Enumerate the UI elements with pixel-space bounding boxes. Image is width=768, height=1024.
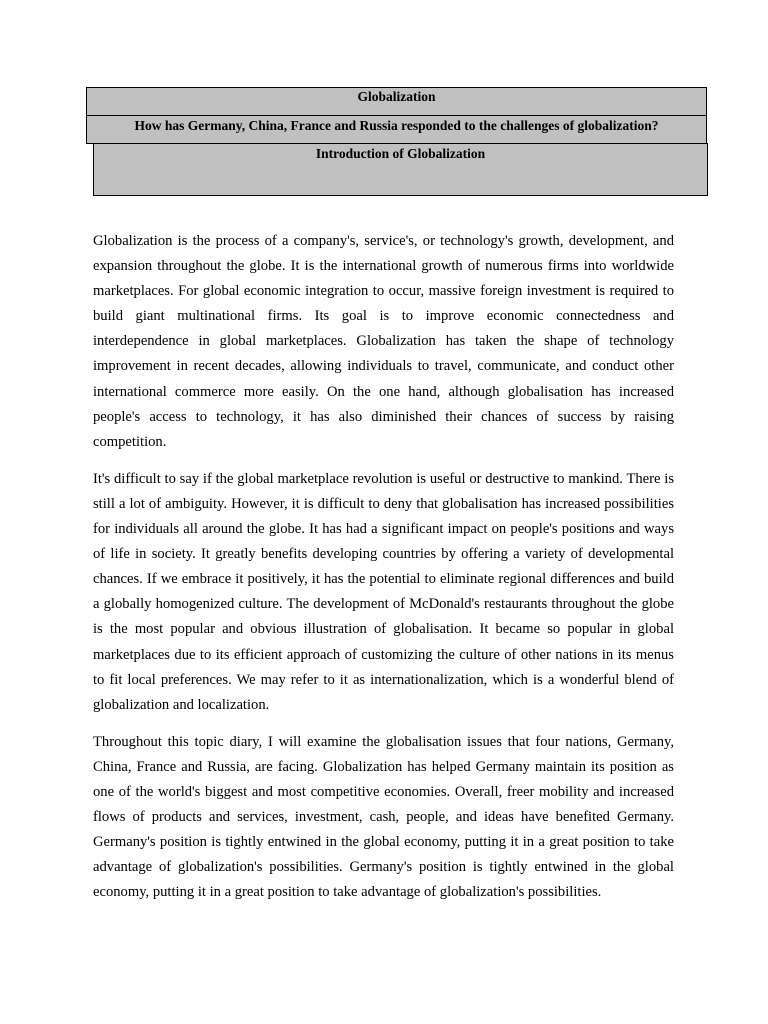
research-question: How has Germany, China, France and Russia responded to the challenges of globalization? xyxy=(86,115,707,144)
paragraph: Globalization is the process of a company's, service's, or technology's growth, development, and expansion throughout the globe. It is the international growth of numerous firms into worldwide marketplaces. For global economic integration to occur, massive foreign investment is required to build giant multinational firms. Its goal is to improve economic connectedness and interdependence in global marketplaces. Globalization has taken the shape of technology improvement in recent decades, allowing individuals to travel, communicate, and conduct other international commerce more easily. On the one hand, although globalisation has increased people's access to technology, it has also diminished their chances of success by raising competition. xyxy=(93,233,674,450)
paragraph: It's difficult to say if the global marketplace revolution is useful or destructive to mankind. There is still a lot of ambiguity. However, it is difficult to deny that globalisation has increased possibilities for individuals all around the globe. It has had a significant impact on people's positions and ways of life in society. It greatly benefits developing countries by offering a variety of developmental chances. If we embrace it positively, it has the potential to eliminate regional differences and build a globally homogenized culture. The development of McDonald's restaurants throughout the globe is the most popular and obvious illustration of globalisation. It became so popular in global marketplaces due to its efficient approach of customizing the culture of other nations in its menus to fit local preferences. We may refer to it as internationalization, which is a wonderful blend of globalization and localization. xyxy=(93,470,674,713)
section-heading: Introduction of Globalization xyxy=(93,143,708,196)
document-title: Globalization xyxy=(86,87,707,116)
document-body xyxy=(93,229,674,917)
paragraph: Throughout this topic diary, I will examine the globalisation issues that four nations, Germany, China, France and Russia, are facing. Globalization has helped Germany maintain its position as one of the world's biggest and most competitive economies. Overall, freer mobility and increased flows of products and services, investment, cash, people, and ideas have benefited Germany. Germany's position is tightly entwined in the global economy, putting it in a great position to take advantage of globalization's possibilities. Germany's position is tightly entwined in the global economy, putting it in a great position to take advantage of globalization's possibilities. xyxy=(93,733,674,901)
